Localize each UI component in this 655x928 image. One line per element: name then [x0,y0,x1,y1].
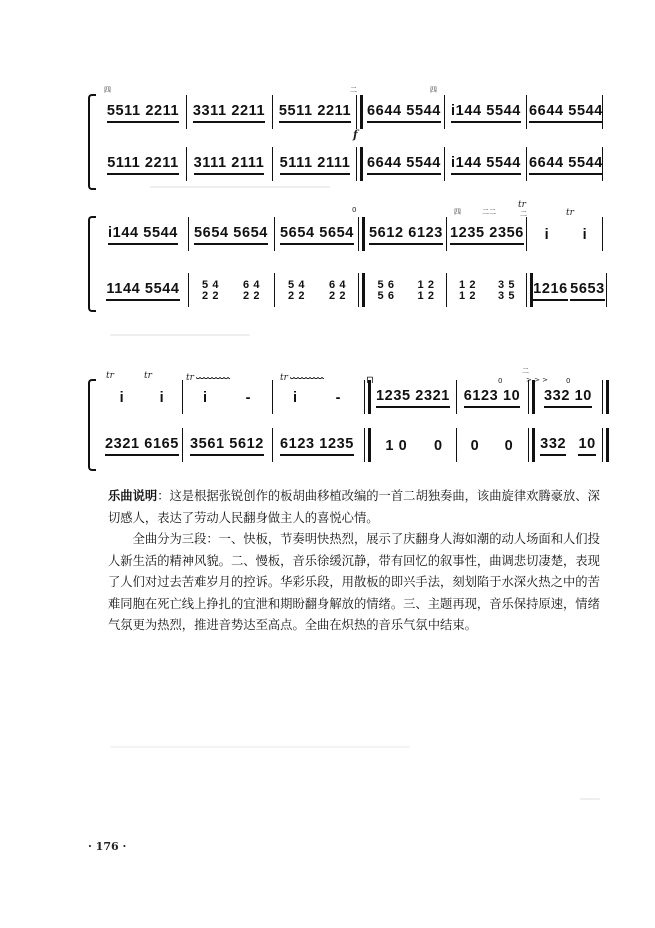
barline [446,273,447,307]
barline [526,95,527,129]
note-group: 5511 2211 [107,103,179,123]
barline [526,217,527,251]
trill-mark: tr [518,200,526,210]
fingering-mark: 四 [430,86,437,94]
trill-mark: tr [106,371,114,381]
note-group: 2321 6165 [105,436,179,456]
note-group: 5111 2111 [280,155,351,175]
measure [102,150,184,180]
dyad-note: 1 2 1 2 [458,279,477,302]
note-group: 1144 5544 [106,281,179,301]
measure [274,150,356,180]
lower-staff [102,431,600,461]
measure [188,150,270,180]
measure [366,220,446,250]
double-barline [358,273,359,307]
note-group: 1235 2321 [376,388,450,408]
note: - [245,390,251,406]
scan-noise [110,334,250,336]
note: - [335,390,341,406]
barline [456,380,457,414]
barline [188,217,189,251]
measure [190,220,272,250]
measure [102,431,182,461]
measure [534,431,602,461]
scan-noise [580,798,600,800]
measure [364,98,444,128]
barline [186,147,187,181]
bow-mark: ⊓ [366,375,374,386]
system-brace [88,94,96,190]
barline [444,95,445,129]
section-mark: 四 [104,86,111,94]
measure [184,431,270,461]
measure [458,431,526,461]
measure [274,431,360,461]
dyad-note: 5 4 2 2 [287,279,306,302]
note: 0 [470,438,480,454]
music-description [108,486,608,637]
trill-mark: tr [280,373,324,383]
description-heading: 乐曲说明 [108,489,158,503]
note-group: 1216 [533,281,568,301]
measure [534,383,602,413]
open-string-mark: 0 [498,377,503,385]
final-barline [602,428,603,462]
barline [602,147,603,181]
double-barline [528,380,529,414]
note: 0 [433,438,443,454]
note-group: i144 5544 [451,103,521,123]
note-group: 5654 5654 [194,225,268,245]
barline [274,217,275,251]
system-brace [88,216,96,312]
note-group: 6644 5544 [367,155,441,175]
note-group: 5653 [570,281,605,301]
note-group: 6644 5544 [367,103,441,123]
note-group: 6644 5544 [529,155,603,175]
lower-staff [102,150,603,180]
measure [532,276,606,306]
description-text: ：这是根据张锐创作的板胡曲移植改编的一首二胡独奏曲，该曲旋律欢腾豪放、深切感人，表达了劳动人民翻身做主人的喜悦心情。 [108,489,600,525]
dynamic-forte: f [353,128,358,141]
barline [272,428,273,462]
accent-mark: > > > [526,376,549,384]
scan-noise [110,746,410,748]
barline [272,95,273,129]
barline [602,217,603,251]
barline [526,147,527,181]
barline [272,147,273,181]
note-group: i144 5544 [108,225,178,245]
dyad-note: 6 4 2 2 [328,279,347,302]
note-group: 3311 2211 [193,103,265,123]
double-barline [364,428,365,462]
measure [188,98,270,128]
note: i [202,390,208,406]
measure [276,276,358,306]
barline [188,273,189,307]
barline [182,380,183,414]
note-group: 6123 1235 [280,436,354,456]
measure [528,98,604,128]
trill-mark: tr [186,373,230,383]
lower-staff [102,276,605,306]
note-group: 5111 2211 [107,155,179,175]
double-barline [356,95,357,129]
fingering-mark: 四 [454,208,461,216]
scan-noise [150,186,330,188]
note-group: 10 [578,436,595,456]
upper-staff [102,98,603,128]
description-paragraph-1 [108,486,608,529]
open-string-mark: 0 [352,206,357,214]
note-group: 332 [540,436,566,456]
dyad-note: 5 6 5 6 [377,279,395,302]
note-group: 5654 5654 [280,225,354,245]
barline [606,273,607,307]
measure [102,276,184,306]
fingering-mark: 二 [520,210,527,218]
measure [102,220,184,250]
double-barline [526,273,527,307]
double-barline [356,147,357,181]
barline [272,380,273,414]
note-group: 5511 2211 [279,103,351,123]
note-group: 332 10 [544,388,592,408]
measure [528,220,604,250]
note: 0 [504,438,514,454]
upper-staff [102,220,600,250]
barline [456,428,457,462]
measure [448,220,526,250]
measure [446,98,526,128]
barline [444,147,445,181]
note-group: 1235 2356 [450,225,524,245]
fingering-mark: 二二 [482,208,496,216]
barline [186,95,187,129]
page-number: · 176 · [88,840,127,853]
note-group: i144 5544 [451,155,521,175]
measure [102,98,184,128]
barline [274,273,275,307]
measure [184,383,270,413]
note: i [159,390,165,406]
measure [372,431,456,461]
measure [102,383,182,413]
note-group: 5612 6123 [369,225,443,245]
measure [190,276,272,306]
score-system-1 [90,84,603,194]
upper-staff [102,383,600,413]
fingering-mark: 二 [350,86,357,94]
open-string-mark: 0 [566,377,571,385]
trill-mark: tr [566,208,574,218]
final-barline [602,380,603,414]
note-group: 6644 5544 [529,103,603,123]
dyad-note: 3 5 3 5 [497,279,516,302]
measure [274,383,360,413]
barline [182,428,183,462]
measure [364,150,444,180]
dyad-note: 1 2 1 2 [417,279,435,302]
note-group: 3111 2111 [194,155,265,175]
dyad-note: 5 4 2 2 [201,279,220,302]
note: i [544,227,550,243]
double-barline [364,380,365,414]
note: i [119,390,125,406]
note: 1 0 [385,438,408,454]
measure [528,150,604,180]
score-system-3 [90,369,600,473]
measure [448,276,526,306]
double-barline [528,428,529,462]
note-group: 3561 5612 [190,436,264,456]
score-system-2 [90,200,605,318]
system-brace [88,379,96,471]
measure [372,383,454,413]
note-group: 6123 10 [464,388,521,408]
trill-mark: tr [144,371,152,381]
barline [602,95,603,129]
measure [446,150,526,180]
measure [366,276,446,306]
double-barline [358,217,359,251]
fingering-mark: 二 [522,367,529,375]
measure [276,220,358,250]
note: i [582,227,588,243]
dyad-note: 6 4 2 2 [242,279,261,302]
measure [458,383,526,413]
description-paragraph-2: 全曲分为三段：一、快板，节奏明快热烈，展示了庆翻身人海如潮的动人场面和人们投人新生活的精神风貌。二、慢板，音乐徐缓沉静，带有回忆的叙事性，曲调悲切凄楚，表现了人们对过去苦难岁月的控诉。华彩乐段，用散板的即兴手法，刻划陷于水深火热之中的苦难同胞在死亡线上挣扎的宜泄和期盼翻身解放的情绪。三、主题再现，音乐保持原速，情绪气氛更为热烈，推进音势达至高点。全曲在炽热的音乐气氛中结束。 [108,532,600,632]
note: i [292,390,298,406]
barline [446,217,447,251]
measure [274,98,356,128]
